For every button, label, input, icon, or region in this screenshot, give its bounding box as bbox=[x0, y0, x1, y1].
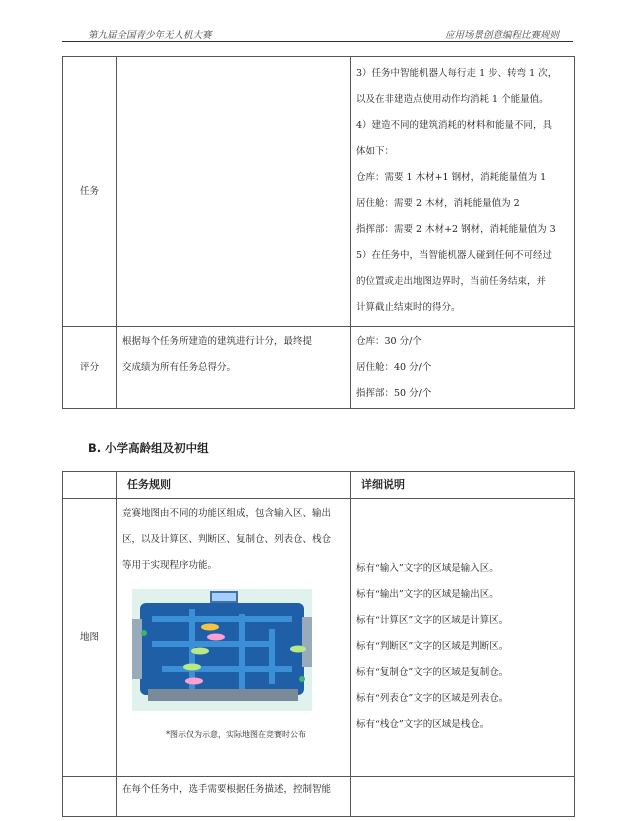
map-rule-line: 等用于实现程序功能。 bbox=[122, 560, 218, 571]
task-label: 任务 bbox=[63, 57, 117, 327]
task-row-2 bbox=[63, 777, 575, 817]
map-detail-line: 标有“栈仓”文字的区域是栈仓。 bbox=[356, 718, 490, 730]
task-detail-cell bbox=[351, 57, 575, 327]
task-detail-line: 5）在任务中，当智能机器人碰到任何不可经过 bbox=[356, 250, 553, 261]
task-detail-line: 计算截止结束时的得分。 bbox=[356, 302, 461, 313]
header-right: 应用场景创意编程比赛规则 bbox=[444, 30, 559, 41]
score-label: 评分 bbox=[63, 327, 117, 409]
section-heading: B. 小学高龄组及初中组 bbox=[88, 441, 209, 455]
header-left: 第九届全国青少年无人机大赛 bbox=[88, 30, 212, 41]
map-rule-line: 竞赛地图由不同的功能区组成，包含输入区、输出 bbox=[122, 508, 332, 519]
task-detail-lines bbox=[356, 57, 574, 321]
score-detail-line: 指挥部：50 分/个 bbox=[356, 387, 432, 399]
map-detail-lines bbox=[356, 538, 574, 738]
score-detail-cell bbox=[351, 327, 575, 409]
score-detail-line: 仓库：30 分/个 bbox=[356, 335, 422, 347]
map-label: 地图 bbox=[63, 499, 117, 777]
map-rule-cell bbox=[117, 499, 351, 777]
map-row bbox=[63, 499, 575, 777]
score-rule-line: 根据每个任务所建造的建筑进行计分，最终提 bbox=[122, 336, 313, 347]
score-row bbox=[63, 327, 575, 409]
task-detail-line: 的位置或走出地图边界时，当前任务结束，并 bbox=[356, 276, 547, 287]
score-detail-line: 居住舱：40 分/个 bbox=[356, 361, 432, 373]
task-detail-line: 4）建造不同的建筑消耗的材料和能量不同，具 bbox=[356, 120, 553, 131]
rules-col-header: 任务规则 bbox=[117, 472, 351, 499]
detail-col-header: 详细说明 bbox=[351, 472, 575, 499]
map-detail-line: 标有“列表仓”文字的区域是列表仓。 bbox=[356, 692, 509, 704]
map-detail-line: 标有“判断区”文字的区域是判断区。 bbox=[356, 640, 509, 652]
page-header bbox=[62, 24, 573, 42]
last-row-text: 在每个任务中，选手需要根据任务描述，控制智能 bbox=[117, 777, 351, 817]
task-detail-line: 3）任务中智能机器人每行走 1 步、转弯 1 次， bbox=[356, 68, 558, 79]
task-table bbox=[62, 56, 575, 409]
task-rule-cell bbox=[117, 57, 351, 327]
task-detail-line: 仓库：需要 1 木材+1 钢材，消耗能量值为 1 bbox=[356, 172, 547, 183]
map-detail-line: 标有“复制仓”文字的区域是复制仓。 bbox=[356, 666, 509, 678]
score-detail-lines bbox=[356, 329, 574, 407]
map-detail-line: 标有“计算区”文字的区域是计算区。 bbox=[356, 614, 509, 626]
map-rule-lines bbox=[122, 499, 350, 579]
map-rule-line: 区，以及计算区、判断区、复制仓、列表仓、栈仓 bbox=[122, 534, 332, 545]
competition-map-image bbox=[132, 589, 312, 711]
map-caption: *图示仅为示意，实际地图在竞赛时公布 bbox=[166, 730, 306, 739]
map-detail-line: 标有“输入”文字的区域是输入区。 bbox=[356, 562, 499, 574]
score-rule-lines bbox=[122, 327, 350, 381]
task-detail-line: 以及在非建造点使用动作均消耗 1 个能量值。 bbox=[356, 94, 549, 105]
rules-table bbox=[62, 471, 575, 817]
score-rule-cell bbox=[117, 327, 351, 409]
map-detail-line: 标有“输出”文字的区域是输出区。 bbox=[356, 588, 499, 600]
score-rule-line: 交成绩为所有任务总得分。 bbox=[122, 362, 237, 373]
task-row bbox=[63, 57, 575, 327]
map-detail-cell bbox=[351, 499, 575, 777]
task-detail-line: 体如下： bbox=[356, 146, 395, 157]
task-detail-line: 居住舱：需要 2 木材，消耗能量值为 2 bbox=[356, 198, 520, 209]
task-detail-line: 指挥部：需要 2 木材+2 钢材，消耗能量值为 3 bbox=[356, 224, 556, 235]
rules-header-row bbox=[63, 472, 575, 499]
